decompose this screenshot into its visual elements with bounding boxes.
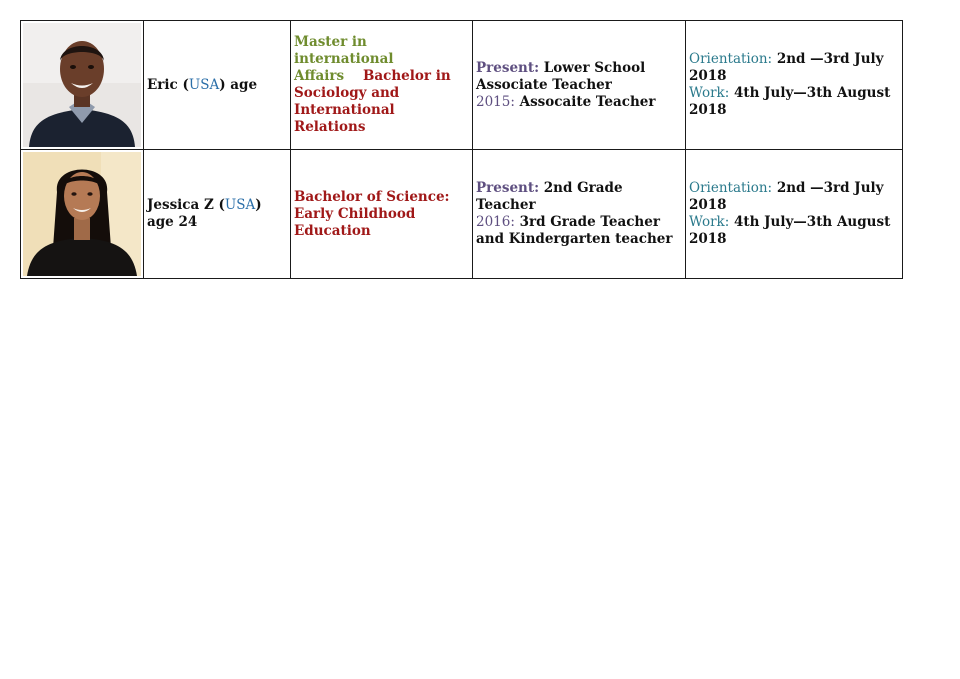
education-bachelor: Bachelor of Science: Early Childhood Education bbox=[294, 188, 450, 239]
name-cell bbox=[144, 21, 291, 150]
profile-photo bbox=[23, 152, 141, 276]
table-row bbox=[21, 150, 903, 279]
staff-table bbox=[20, 20, 903, 279]
present-label: Present: bbox=[476, 180, 540, 196]
education-cell bbox=[291, 150, 473, 279]
orientation-label: Orientation: bbox=[689, 180, 773, 196]
past-value: 3rd Grade Teacher and Kindergarten teacher bbox=[476, 214, 673, 247]
photo-cell bbox=[21, 150, 144, 279]
work-label: Work: bbox=[689, 85, 730, 101]
past-label: 2016: bbox=[476, 214, 515, 230]
profile-photo bbox=[23, 23, 141, 147]
work-label: Work: bbox=[689, 214, 730, 230]
person-name: Eric ( bbox=[147, 76, 189, 93]
present-value: Lower School Associate Teacher bbox=[476, 59, 646, 93]
education-bachelor: Bachelor in Sociology and International Relations bbox=[294, 68, 451, 135]
work-value: 4th July—3th August 2018 bbox=[689, 85, 891, 118]
country-text: USA bbox=[188, 76, 220, 93]
table-row bbox=[21, 21, 903, 150]
experience-cell bbox=[473, 150, 686, 279]
orientation-value: 2nd —3rd July 2018 bbox=[689, 180, 884, 213]
person-photo-icon bbox=[23, 152, 141, 276]
name-cell bbox=[144, 150, 291, 279]
person-photo-icon bbox=[23, 23, 141, 147]
education-cell bbox=[291, 21, 473, 150]
country-text: USA bbox=[224, 197, 256, 213]
present-label: Present: bbox=[476, 59, 540, 76]
experience-cell bbox=[473, 21, 686, 150]
past-label: 2015: bbox=[476, 93, 515, 110]
person-name: Jessica Z ( bbox=[147, 197, 225, 213]
education-master: Master in international Affairs bbox=[294, 34, 394, 84]
past-value: Assocaite Teacher bbox=[519, 93, 656, 110]
present-value: 2nd Grade Teacher bbox=[476, 180, 623, 213]
age-text: ) age 24 bbox=[147, 197, 262, 230]
orientation-value: 2nd —3rd July 2018 bbox=[689, 51, 884, 84]
schedule-cell bbox=[686, 150, 903, 279]
orientation-label: Orientation: bbox=[689, 51, 773, 67]
age-text: ) age bbox=[219, 76, 258, 93]
photo-cell bbox=[21, 21, 144, 150]
work-value: 4th July—3th August 2018 bbox=[689, 214, 891, 247]
schedule-cell bbox=[686, 21, 903, 150]
